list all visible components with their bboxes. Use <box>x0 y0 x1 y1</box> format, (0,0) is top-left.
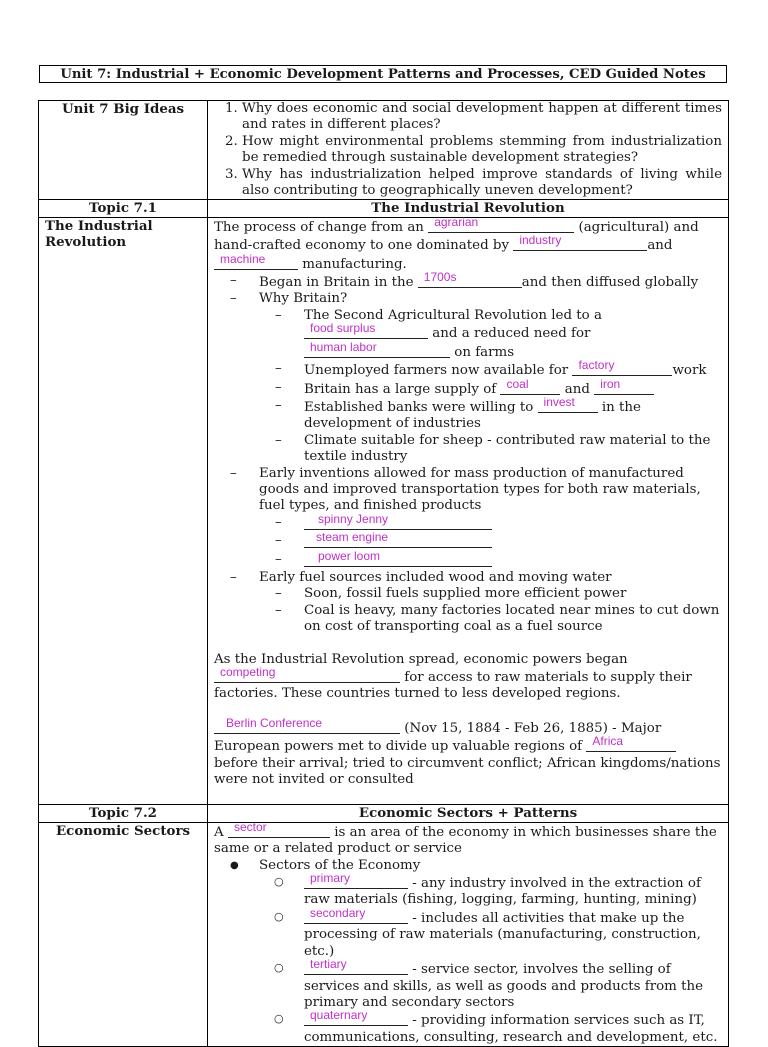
big-ideas-row <box>39 101 729 200</box>
topic-71-heading: The Industrial Revolution <box>208 200 729 217</box>
blank-competing[interactable]: competing <box>214 668 400 683</box>
list-item: – steam engine <box>214 533 722 551</box>
blank-spinny-jenny[interactable]: spinny Jenny <box>304 515 492 530</box>
blank-1700s[interactable]: 1700s <box>418 273 522 288</box>
industrial-revolution-list <box>214 270 722 636</box>
blank-berlin-conference[interactable]: Berlin Conference <box>214 719 400 734</box>
blank-primary[interactable]: primary <box>304 874 408 889</box>
blank-agrarian[interactable]: agrarian <box>428 218 574 233</box>
list-item: – The Second Agricultural Revolution led to a food surplus and a reduced need for human labor on farms <box>275 307 602 360</box>
guided-notes-table <box>38 100 729 1047</box>
list-item: – Unemployed farmers now available for factory work <box>275 358 707 379</box>
list-item: – Coal is heavy, many factories located near mines to cut down on cost of transporting coal as a fuel source <box>275 602 720 635</box>
list-item: – Soon, fossil fuels supplied more efficient power <box>275 586 627 602</box>
topic-71-header-row <box>39 200 729 217</box>
list-item: – power loom <box>214 552 722 570</box>
list-item: – Early fuel sources included wood and moving water <box>230 569 612 585</box>
spread-paragraph: As the Industrial Revolution spread, economic powers began competing for access to raw materials to supply their factories. These countries turned to less developed regions. <box>214 651 692 702</box>
list-item: – Early inventions allowed for mass production of manufactured goods and improved transportation types for both raw materials, fuel types, and finished products <box>230 465 701 514</box>
big-idea-item: 3. Why has industrialization helped improve standards of living while also contributing to geographically uneven development? <box>242 167 722 200</box>
blank-quaternary[interactable]: quaternary <box>304 1011 408 1026</box>
topic-71-body-row <box>39 217 729 805</box>
blank-factory[interactable]: factory <box>572 361 672 376</box>
topic-72-notes <box>208 819 729 1046</box>
big-ideas-list <box>214 101 722 199</box>
blank-africa[interactable]: Africa <box>586 737 676 752</box>
page-title: Unit 7: Industrial + Economic Development Patterns and Processes, CED Guided Notes <box>39 65 727 83</box>
blank-industry[interactable]: industry <box>513 236 647 251</box>
list-item: – Britain has a large supply of coal and iron <box>214 380 722 398</box>
list-item: – Why Britain? <box>230 291 348 307</box>
list-item: ○ quaternary - providing information services such as IT, communications, consulting, research and development, etc. <box>274 1008 718 1045</box>
list-item: ○ tertiary - service sector, involves the selling of services and skills, as well as goods and products from the primary and secondary sectors <box>274 957 704 1010</box>
blank-machine[interactable]: machine <box>214 255 298 270</box>
sectors-list <box>214 858 722 1046</box>
blank-food-surplus[interactable]: food surplus <box>304 324 428 339</box>
topic-71-notes <box>208 214 729 805</box>
blank-human-labor[interactable]: human labor <box>304 343 450 358</box>
list-item: – spinny Jenny <box>214 515 722 533</box>
topic-72-header-row <box>39 805 729 822</box>
sector-definition: A sector is an area of the economy in which businesses share the same or a related product or service <box>214 819 717 857</box>
topic-72-number: Topic 7.2 <box>39 805 208 822</box>
industrial-revolution-definition: The process of change from an agrarian (agricultural) and hand-crafted economy to one dominated by industry and machine manufacturing. <box>214 214 699 272</box>
topic-72-body-row <box>39 822 729 1046</box>
blank-sector[interactable]: sector <box>228 823 330 838</box>
blank-tertiary[interactable]: tertiary <box>304 960 408 975</box>
blank-coal[interactable]: coal <box>500 380 560 395</box>
big-ideas-cell <box>208 101 729 200</box>
list-item: ○ primary - any industry involved in the extraction of raw materials (fishing, logging, farming, hunting, mining) <box>274 871 701 908</box>
list-item: ○ secondary - includes all activities that make up the processing of raw materials (manufacturing, construction, etc.) <box>274 905 701 959</box>
topic-72-label: Economic Sectors <box>39 822 208 1046</box>
list-item: – Climate suitable for sheep - contributed raw material to the textile industry <box>275 432 711 465</box>
big-ideas-label: Unit 7 Big Ideas <box>39 101 208 200</box>
list-item: – Established banks were willing to invest in the development of industries <box>275 394 641 432</box>
big-idea-item: 1. Why does economic and social development happen at different times and rates in different places? <box>242 101 722 134</box>
big-idea-item: 2. How might environmental problems stemming from industrialization be remedied through sustainable development strategies? <box>242 134 722 167</box>
blank-iron[interactable]: iron <box>594 380 654 395</box>
topic-71-number: Topic 7.1 <box>39 200 208 217</box>
blank-steam-engine[interactable]: steam engine <box>304 533 492 548</box>
berlin-conference-paragraph: Berlin Conference (Nov 15, 1884 - Feb 26, 1885) - Major European powers met to divide up valuable regions of Africa before their arrival; tried to circumvent conflict; African kingdoms/nations were not invited or consulted <box>214 715 721 788</box>
blank-power-loom[interactable]: power loom <box>304 552 492 567</box>
blank-secondary[interactable]: secondary <box>304 909 408 924</box>
topic-72-heading: Economic Sectors + Patterns <box>208 805 729 822</box>
blank-invest[interactable]: invest <box>538 398 598 413</box>
list-item: ● Sectors of the Economy <box>230 857 421 873</box>
topic-71-label: The Industrial Revolution <box>39 217 208 805</box>
list-item: – Began in Britain in the 1700s and then diffused globally <box>230 270 699 291</box>
